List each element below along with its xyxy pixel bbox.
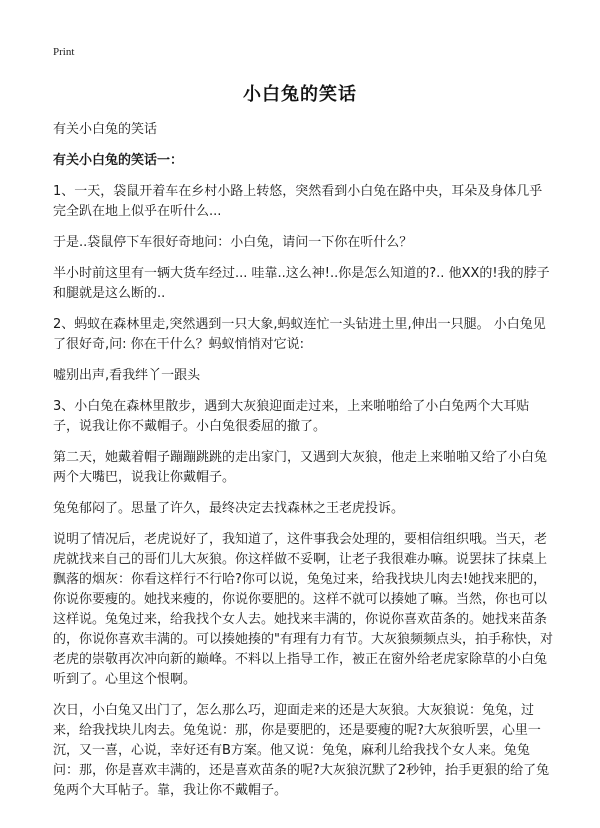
paragraph: 半小时前这里有一辆大货车经过... 哇靠..这么神!..你是怎么知道的?.. 他XX的!我的脖子和腿就是这么断的.. bbox=[53, 266, 550, 301]
paragraph: 1、一天，袋鼠开着车在乡村小路上转悠，突然看到小白兔在路中央，耳朵及身体几乎完全趴在地上似乎在听什么... bbox=[53, 184, 543, 219]
paragraph: 于是..袋鼠停下车很好奇地问：小白兔，请问一下你在听什么？ bbox=[53, 235, 413, 250]
paragraph: 3、小白兔在森林里散步，遇到大灰狼迎面走过来，上来啪啪给了小白兔两个大耳贴子，说我让你不戴帽子。小白兔很委屈的撤了。 bbox=[53, 399, 530, 434]
paragraph: 说明了情况后，老虎说好了，我知道了，这件事我会处理的，要相信组织哦。当天，老虎就找来自己的哥们儿大灰狼。你这样做不妥啊，让老子我很难办嘛。说罢抹了抹桌上飘落的烟灰：你看这样行不行哈?你可以说，兔兔过来，给我找块儿肉去!她找来肥的，你说你要瘦的。她找来瘦的，你说你要肥的。这样不就可以揍她了嘛。当然，你也可以这样说。兔兔过来，给我找个女人去。她找来丰满的，你说你喜欢苗条的。她找来苗条的，你说你喜欢丰满的。可以揍她揍的"有理有力有节。大灰狼频频点头，拍手称快，对老虎的崇敬再次冲向新的巅峰。不料以上指导工作，被正在窗外给老虎家除草的小白兔听到了。心里这个恨啊。 bbox=[53, 532, 553, 687]
article-body bbox=[53, 120, 554, 812]
paragraph: 嘘别出声,看我绊丫一跟头 bbox=[53, 368, 201, 383]
article-intro: 有关小白兔的笑话 bbox=[53, 122, 158, 137]
paragraph: 第二天，她戴着帽子蹦蹦跳跳的走出家门，又遇到大灰狼，他走上来啪啪又给了小白兔两个大嘴巴，说我让你戴帽子。 bbox=[53, 450, 548, 485]
section-heading: 有关小白兔的笑话一： bbox=[53, 153, 184, 168]
paragraph: 次日，小白兔又出门了，怎么那么巧，迎面走来的还是大灰狼。大灰狼说：兔兔，过来，给我找块儿肉去。兔兔说：那，你是要肥的，还是要瘦的呢?大灰狼听罢，心里一沉，又一喜，心说，幸好还有B方案。他又说：兔兔，麻利儿给我找个女人来。兔兔问：那，你是喜欢丰满的，还是喜欢苗条的呢?大灰狼沉默了2秒钟，抬手更狠的给了兔兔两个大耳帖子。靠，我让你不戴帽子。 bbox=[53, 703, 550, 798]
paragraph: 兔兔郁闷了。思量了许久，最终决定去找森林之王老虎投诉。 bbox=[53, 501, 405, 516]
page-title: 小白兔的笑话 bbox=[243, 84, 357, 105]
print-link[interactable]: Print bbox=[53, 46, 75, 58]
paragraph: 2、蚂蚁在森林里走,突然遇到一只大象,蚂蚁连忙一头钻进土里,伸出一只腿。 小白兔见了很好奇,问: 你在干什么？蚂蚁悄悄对它说: bbox=[53, 317, 546, 352]
